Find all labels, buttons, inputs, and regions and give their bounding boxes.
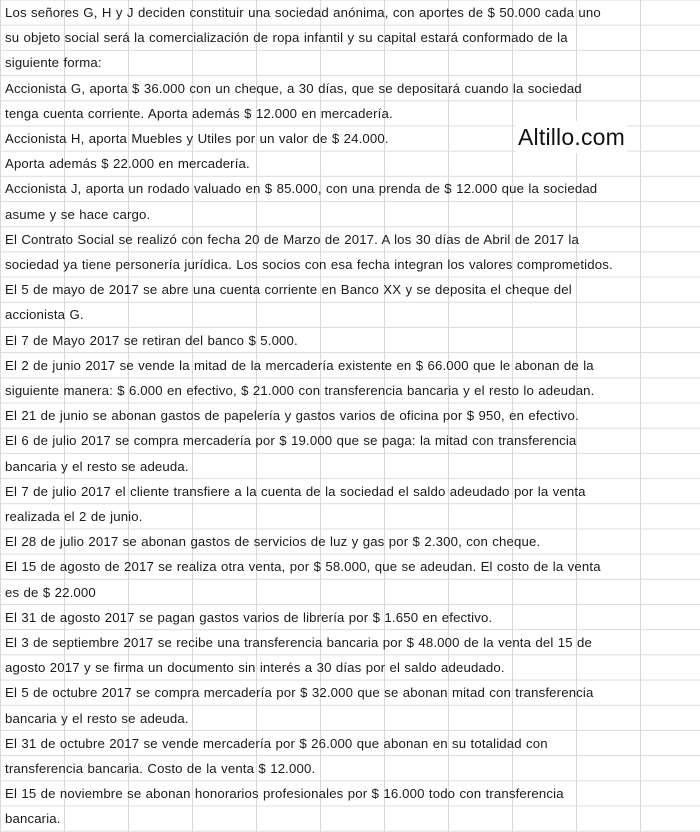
text-line: El 31 de agosto 2017 se pagan gastos varios de librería por $ 1.650 en efectivo.: [5, 609, 493, 625]
text-line: asume y se hace cargo.: [5, 206, 151, 222]
text-line: su objeto social será la comercialización de ropa infantil y su capital estará conformado de la: [5, 30, 568, 46]
text-line: Aporta además $ 22.000 en mercadería.: [5, 156, 250, 172]
text-line: siguiente forma:: [5, 55, 102, 71]
text-line: El 28 de julio 2017 se abonan gastos de servicios de luz y gas por $ 2.300, con cheque.: [5, 534, 541, 550]
text-line: El 3 de septiembre 2017 se recibe una transferencia bancaria por $ 48.000 de la venta del 15 de: [5, 635, 593, 650]
text-line: Los señores G, H y J deciden constituir una sociedad anónima, con aportes de $ 50.000 cada uno: [5, 5, 601, 20]
text-line: transferencia bancaria. Costo de la venta $ 12.000.: [5, 761, 316, 776]
text-line: siguiente manera: $ 6.000 en efectivo, $ 21.000 con transferencia bancaria y el resto lo adeudan.: [5, 383, 595, 398]
text-line: El 7 de julio 2017 el cliente transfiere a la cuenta de la sociedad el saldo adeudado por la venta: [5, 483, 586, 499]
text-line: El 5 de mayo de 2017 se abre una cuenta corriente en Banco XX y se deposita el cheque del: [5, 282, 572, 298]
text-line: El 21 de junio se abonan gastos de papelería y gastos varios de oficina por $ 950, en efectivo.: [5, 408, 579, 424]
text-line: El 31 de octubre 2017 se vende mercadería por $ 26.000 que abonan en su totalidad con: [5, 735, 548, 751]
text-line: agosto 2017 y se firma un documento sin interés a 30 días por el saldo adeudado.: [5, 660, 505, 676]
text-line: bancaria y el resto se adeuda.: [5, 710, 189, 726]
text-line: El Contrato Social se realizó con fecha 20 de Marzo de 2017. A los 30 días de Abril de 2017 la: [5, 231, 579, 247]
text-line: realizada el 2 de junio.: [5, 509, 143, 524]
text-line: Accionista J, aporta un rodado valuado en $ 85.000, con una prenda de $ 12.000 que la sociedad: [5, 181, 598, 197]
text-line: Accionista H, aporta Muebles y Utiles por un valor de $ 24.000.: [5, 131, 389, 146]
text-line: El 5 de octubre 2017 se compra mercadería por $ 32.000 que se abonan mitad con transferencia: [5, 685, 594, 701]
text-line: El 15 de noviembre se abonan honorarios profesionales por $ 16.000 todo con transferencia: [5, 786, 564, 802]
text-line: Accionista G, aporta $ 36.000 con un cheque, a 30 días, que se depositará cuando la sociedad: [5, 80, 582, 96]
text-line: accionista G.: [5, 307, 84, 323]
text-line: es de $ 22.000: [5, 584, 96, 600]
watermark-logo: Altillo.com: [516, 121, 627, 153]
text-line: El 15 de agosto de 2017 se realiza otra venta, por $ 58.000, que se adeudan. El costo de la venta: [5, 559, 601, 575]
text-line: El 7 de Mayo 2017 se retiran del banco $ 5.000.: [5, 332, 298, 348]
text-line: tenga cuenta corriente. Aporta además $ 12.000 en mercadería.: [5, 105, 393, 121]
text-line: bancaria y el resto se adeuda.: [5, 458, 189, 474]
text-line: bancaria.: [5, 811, 61, 827]
text-line: El 6 de julio 2017 se compra mercadería por $ 19.000 que se paga: la mitad con transferencia: [5, 433, 577, 449]
text-line: sociedad ya tiene personería jurídica. Los socios con esa fecha integran los valores comprometidos.: [5, 257, 613, 272]
text-line: El 2 de junio 2017 se vende la mitad de la mercadería existente en $ 66.000 que le abonan de la: [5, 357, 594, 373]
